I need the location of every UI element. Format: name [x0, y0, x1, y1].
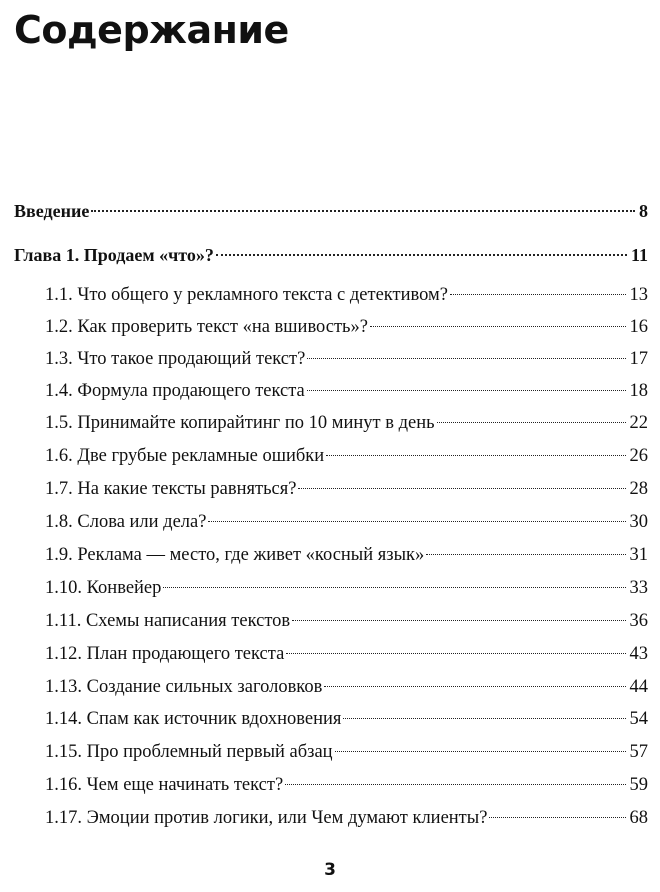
- dot-leader: [307, 358, 625, 359]
- toc-entry-page-number: 59: [629, 775, 648, 795]
- toc-entry-title: 1.1. Что общего у рекламного текста с детективом?: [45, 285, 448, 305]
- toc-entry-page-number: 16: [629, 317, 648, 337]
- dot-leader: [370, 326, 626, 327]
- toc-entry-title: 1.13. Создание сильных заголовков: [45, 677, 323, 697]
- toc-entry-page-number: 26: [629, 446, 648, 466]
- dot-leader: [437, 422, 626, 423]
- toc-entry-title: 1.11. Схемы написания текстов: [45, 611, 291, 631]
- toc-entry-title: 1.2. Как проверить текст «на вшивость»?: [45, 317, 368, 337]
- dot-leader: [307, 390, 626, 391]
- toc-entry-page-number: 17: [629, 349, 648, 369]
- toc-section-entry[interactable]: [45, 408, 648, 438]
- toc-entry-page-number: 57: [629, 742, 648, 762]
- dot-leader: [326, 455, 625, 456]
- toc-section-entry[interactable]: [45, 507, 648, 537]
- toc-section-entry[interactable]: [45, 280, 648, 310]
- toc-entry-page-number: 33: [629, 578, 648, 598]
- toc-section-entry[interactable]: [45, 606, 648, 636]
- toc-entry-title: 1.8. Слова или дела?: [45, 512, 207, 532]
- toc-section-entry[interactable]: [45, 737, 648, 767]
- toc-section-entry[interactable]: [45, 474, 648, 504]
- toc-entry-title: 1.15. Про проблемный первый абзац: [45, 742, 333, 762]
- toc-section-entry[interactable]: [45, 312, 648, 342]
- toc-entry-page-number: 54: [629, 709, 648, 729]
- toc-entry-title: 1.14. Спам как источник вдохновения: [45, 709, 342, 729]
- toc-entry-title: 1.10. Конвейер: [45, 578, 162, 598]
- toc-entry-page-number: 22: [629, 413, 648, 433]
- dot-leader: [335, 751, 626, 752]
- toc-entry-title: Введение: [14, 201, 90, 221]
- toc-chapter-entry[interactable]: [14, 196, 648, 226]
- toc-section-entry[interactable]: [45, 441, 648, 471]
- page-title: Содержание: [14, 8, 289, 52]
- toc-entry-page-number: 8: [639, 201, 648, 221]
- toc-entry-page-number: 68: [629, 808, 648, 828]
- toc-entry-page-number: 31: [629, 545, 648, 565]
- dot-leader: [450, 294, 626, 295]
- toc-section-entry[interactable]: [45, 573, 648, 603]
- dot-leader: [298, 488, 625, 489]
- dot-leader: [343, 718, 625, 719]
- toc-section-entry[interactable]: [45, 803, 648, 833]
- toc-entry-page-number: 36: [629, 611, 648, 631]
- dot-leader: [292, 620, 625, 621]
- dot-leader: [426, 554, 625, 555]
- toc-section-entry[interactable]: [45, 672, 648, 702]
- toc-section-entry[interactable]: [45, 639, 648, 669]
- toc-section-entry[interactable]: [45, 770, 648, 800]
- toc-section-entry[interactable]: [45, 344, 648, 374]
- toc-chapter-entry[interactable]: [14, 240, 648, 270]
- toc-entry-page-number: 13: [629, 285, 648, 305]
- toc-entry-page-number: 43: [629, 644, 648, 664]
- dot-leader: [285, 784, 625, 785]
- toc-entry-title: 1.17. Эмоции против логики, или Чем думают клиенты?: [45, 808, 488, 828]
- toc-entry-page-number: 44: [629, 677, 648, 697]
- toc-entry-title: 1.12. План продающего текста: [45, 644, 285, 664]
- page-number: 3: [324, 860, 336, 880]
- dot-leader: [163, 587, 625, 588]
- toc-entry-title: 1.6. Две грубые рекламные ошибки: [45, 446, 325, 466]
- toc-entry-page-number: 11: [630, 245, 648, 265]
- dot-leader: [216, 254, 627, 256]
- toc-entry-title: 1.7. На какие тексты равняться?: [45, 479, 297, 499]
- toc-entry-page-number: 18: [629, 381, 648, 401]
- toc-entry-title: 1.3. Что такое продающий текст?: [45, 349, 306, 369]
- toc-entry-title: 1.4. Формула продающего текста: [45, 381, 305, 401]
- toc-entry-title: 1.9. Реклама — место, где живет «косный язык»: [45, 545, 425, 565]
- toc-section-entry[interactable]: [45, 540, 648, 570]
- toc-section-entry[interactable]: [45, 376, 648, 406]
- dot-leader: [91, 210, 635, 212]
- toc-entry-title: 1.5. Принимайте копирайтинг по 10 минут в день: [45, 413, 435, 433]
- dot-leader: [324, 686, 625, 687]
- dot-leader: [489, 817, 625, 818]
- dot-leader: [208, 521, 625, 522]
- toc-entry-title: Глава 1. Продаем «что»?: [14, 245, 214, 265]
- toc-entry-page-number: 28: [629, 479, 648, 499]
- dot-leader: [286, 653, 625, 654]
- toc-entry-title: 1.16. Чем еще начинать текст?: [45, 775, 284, 795]
- toc-section-entry[interactable]: [45, 704, 648, 734]
- toc-entry-page-number: 30: [629, 512, 648, 532]
